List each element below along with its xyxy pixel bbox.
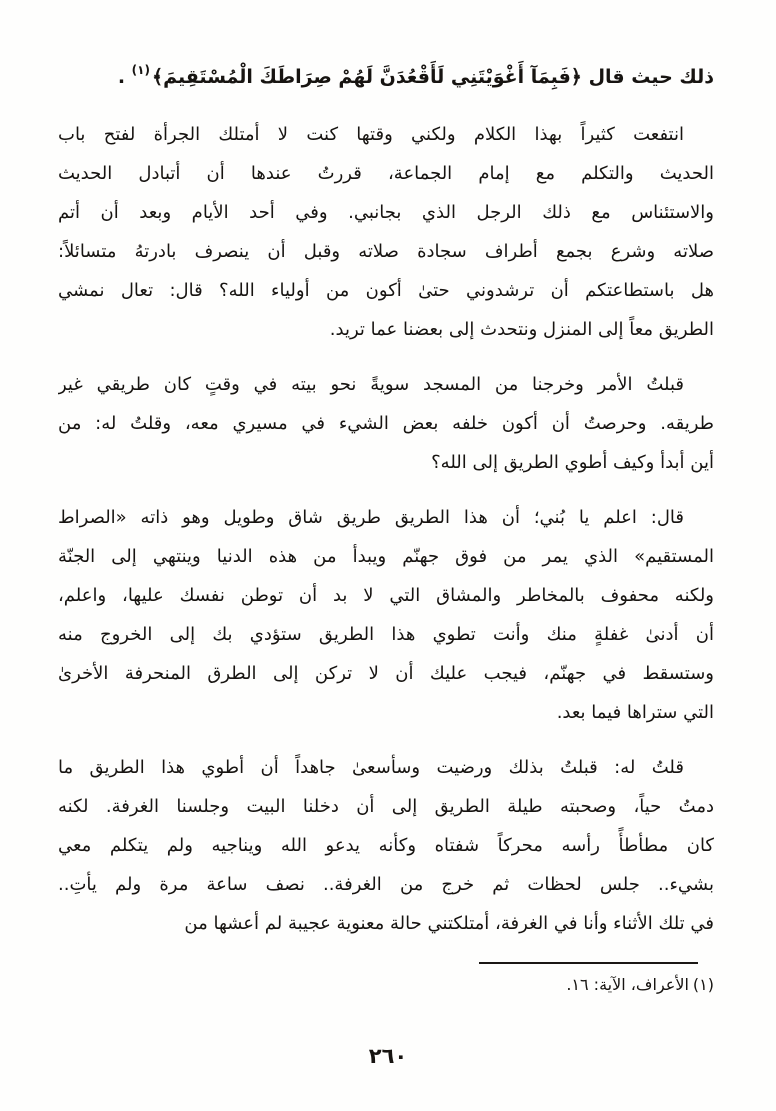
quran-verse: ﴿فَبِمَآ أَغْوَيْتَنِي لَأَقْعُدَنَّ لَهُمْ صِرَاطَكَ الْمُسْتَقِيمَ﴾ [151, 66, 582, 88]
text-line: المستقيم» الذي يمر من فوق جهنّم ويبدأ من هذه الدنيا وينتهي إلى الجنّة [58, 546, 714, 567]
continuation-period: . [117, 66, 126, 88]
text-line: في تلك الأثناء وأنا في الغرفة، أمتلكتني حالة معنوية عجيبة لم أعشها من [184, 913, 714, 934]
text-line: ولكنه محفوف بالمخاطر والمشاق التي لا بد أن توطن نفسك عليها، واعلم، [58, 585, 714, 606]
text-line: الطريق معاً إلى المنزل ونتحدث إلى بعضنا عما تريد. [329, 319, 714, 340]
text-line: أن أدنىٰ غفلةٍ منك وأنت تطوي هذا الطريق ستؤدي بك إلى الخروج منه [58, 624, 714, 645]
footnote-reference-marker: (١) [131, 63, 150, 77]
continuation-prefix: ذلك حيث قال [588, 66, 714, 88]
page-number: ٢٦٠ [368, 1044, 408, 1068]
text-line: طريقه. وحرصتُ أن أكون خلفه بعض الشيء في مسيري معه، وقلتُ له: من [58, 413, 714, 434]
text-line: قبلتُ الأمر وخرجنا من المسجد سويةً نحو بيته في وقتٍ كان طريقي غير [58, 374, 684, 395]
continuation-line [58, 46, 714, 101]
text-line: قلتُ له: قبلتُ بذلك ورضيت وسأسعىٰ جاهداً أن أطوي هذا الطريق ما [58, 757, 684, 778]
text-line: والاستئناس مع ذلك الرجل الذي بجانبي. وفي أحد الأيام وبعد أن أتم [58, 202, 714, 223]
text-line: الحديث والتكلم مع إمام الجماعة، قررتُ عندها أن أتبادل الحديث [58, 163, 714, 184]
paragraph-4 [58, 748, 714, 943]
page-body-text [58, 46, 714, 943]
text-line: قال: اعلم يا بُني؛ أن هذا الطريق طريق شاق وطويل وهو ذاته «الصراط [58, 507, 684, 528]
paragraph-3 [58, 498, 714, 732]
footnote [566, 972, 714, 998]
text-line: التي ستراها فيما بعد. [556, 702, 714, 723]
footnote-separator-rule [479, 962, 698, 964]
text-line: وستسقط في جهنّم، فيجب عليك أن لا تركن إلى الطرق المنحرفة الأخرىٰ [58, 663, 714, 684]
text-line: دمتُ حياً، وصحبته طيلة الطريق إلى أن دخلنا البيت وجلسنا الغرفة. لكنه [58, 796, 714, 817]
text-line: أين أبدأ وكيف أطوي الطريق إلى الله؟ [431, 452, 714, 473]
text-line: هل باستطاعتكم أن ترشدوني حتىٰ أكون من أولياء الله؟ قال: تعال نمشي [58, 280, 714, 301]
text-line: انتفعت كثيراً بهذا الكلام ولكني وقتها كنت لا أمتلك الجرأة لفتح باب [58, 124, 684, 145]
paragraph-1 [58, 115, 714, 349]
footnote-number: (١) [692, 975, 714, 994]
footnote-text: الأعراف، الآية: ١٦. [566, 975, 689, 994]
text-line: بشيء.. جلس لحظات ثم خرج من الغرفة.. نصف ساعة مرة ولم يأتِ.. [58, 874, 714, 895]
text-line: صلاته وشرع بجمع أطراف سجادة صلاته وقبل أن ينصرف بادرتهُ متسائلاً: [58, 241, 714, 262]
text-line: كان مطأطأً رأسه محركاً شفتاه وكأنه يدعو الله ويناجيه ولم يتكلم معي [58, 835, 714, 856]
paragraph-2 [58, 365, 714, 482]
